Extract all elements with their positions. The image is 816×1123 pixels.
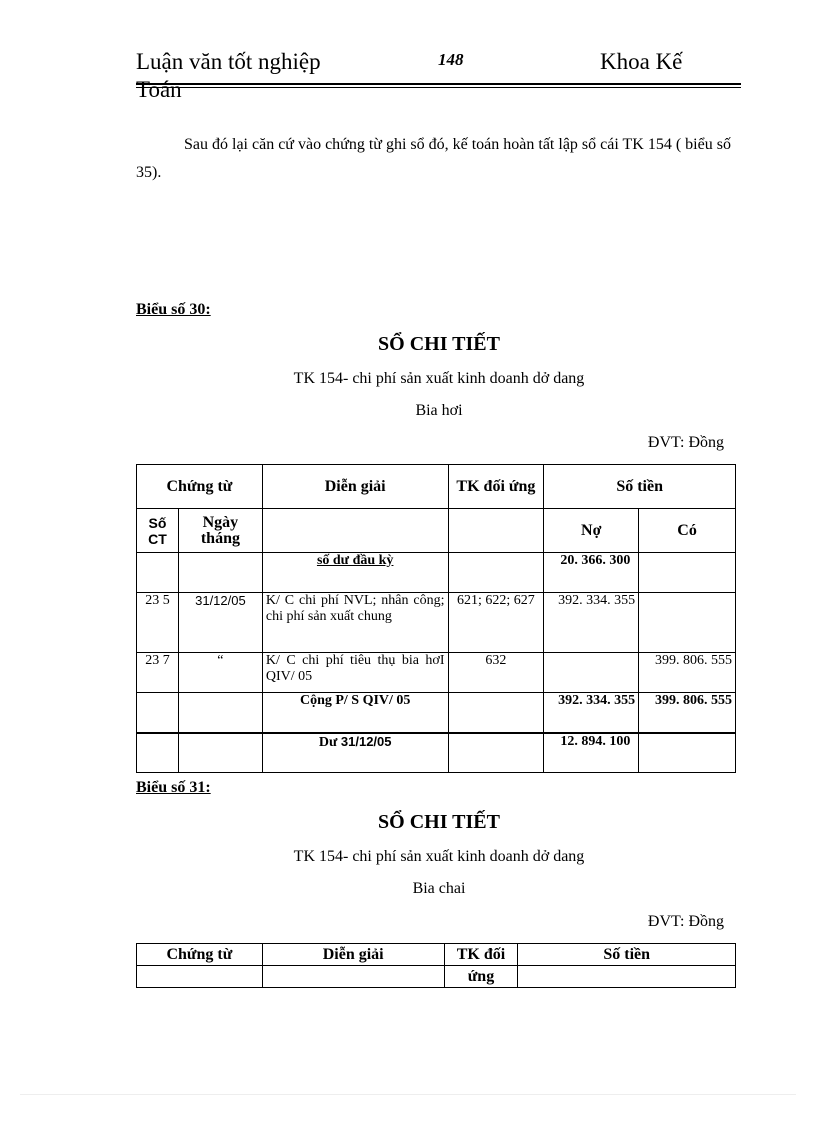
header-right: Khoa Kế [600,49,683,74]
header-tk-doi: TK đối [444,944,518,966]
cell-ngay [178,733,262,773]
cell-tk: 621; 622; 627 [448,593,544,653]
section31-title: SỔ CHI TIẾT [378,811,500,833]
section30-label: Biểu số 30: [136,301,211,318]
section31-unit: ĐVT: Đồng [647,913,724,930]
cell-tk [448,733,544,773]
header-ngay-thang: Ngày tháng [178,509,262,553]
cell-no: 12. 894. 100 [544,733,639,773]
header-no: Nợ [544,509,639,553]
cell-tk [448,553,544,593]
cell-so-ct [137,553,179,593]
section31-label: Biểu số 31: [136,779,211,796]
header-dien-giai: Diễn giải [262,944,444,966]
cell-ngay [178,693,262,733]
cell-co [639,553,736,593]
cell-dien-giai: số dư đầu kỳ [262,553,448,593]
header-chung-tu: Chứng từ [137,465,263,509]
cell-so-ct [137,693,179,733]
cell-no [544,653,639,693]
header-chung-tu: Chứng từ [137,944,263,966]
section30-subtitle: TK 154- chi phí sản xuất kinh doanh dở dang [293,370,585,387]
cell-tk: 632 [448,653,544,693]
table-row [137,693,736,733]
cell-tk [448,693,544,733]
cell-dien-giai [262,733,448,773]
page-number: 148 [438,50,464,69]
header-so-ct: Số CT [137,509,179,553]
cell-so-ct: 23 5 [137,593,179,653]
cell-du-date: 31/12/05 [340,733,392,749]
table-row [137,593,736,653]
header-empty [262,966,444,988]
cell-dien-giai: Cộng P/ S QIV/ 05 [262,693,448,733]
header-left: Luận văn tốt nghiệp Toán [136,49,321,102]
cell-ngay [178,553,262,593]
header-dien-giai: Diễn giải [262,465,448,509]
header-empty [448,509,544,553]
cell-no: 20. 366. 300 [544,553,639,593]
section30-unit: ĐVT: Đồng [647,434,724,451]
table-row [137,733,736,773]
section30-title: SỔ CHI TIẾT [378,333,500,355]
cell-du-prefix: Dư [318,734,338,750]
section30-product: Bia hơi [415,402,463,419]
table-row [137,653,736,693]
header-ung: ứng [444,966,518,988]
cell-co: 399. 806. 555 [639,693,736,733]
table-row [137,553,736,593]
section31-subtitle: TK 154- chi phí sản xuất kinh doanh dở dang [293,848,585,865]
cell-ngay: 31/12/05 [178,593,262,653]
intro-paragraph: Sau đó lại căn cứ vào chứng từ ghi sổ đó, kế toán hoàn tất lập sổ cái TK 154 ( biểu số 35). [136,136,731,181]
cell-so-ct [137,733,179,773]
cell-co [639,593,736,653]
header-co: Có [639,509,736,553]
cell-no: 392. 334. 355 [544,693,639,733]
cell-dien-giai: K/ C chi phí NVL; nhân công; chi phí sản xuất chung [262,593,448,653]
cell-co [639,733,736,773]
ledger-table-31 [136,943,736,988]
cell-so-ct: 23 7 [137,653,179,693]
page-bottom-edge [20,1094,796,1095]
header-so-tien: Số tiền [518,944,736,966]
header-empty [262,509,448,553]
header-empty [518,966,736,988]
header-so-tien: Số tiền [544,465,736,509]
cell-dien-giai: K/ C chi phí tiêu thụ bia hơI QIV/ 05 [262,653,448,693]
header-tk-doi-ung: TK đối ứng [448,465,544,509]
section31-product: Bia chai [412,880,466,897]
ledger-table-30 [136,464,736,773]
cell-ngay: “ [178,653,262,693]
cell-co: 399. 806. 555 [639,653,736,693]
header-rule [136,83,741,85]
header-empty [137,966,263,988]
header-rule-thin [136,87,741,88]
cell-no: 392. 334. 355 [544,593,639,653]
